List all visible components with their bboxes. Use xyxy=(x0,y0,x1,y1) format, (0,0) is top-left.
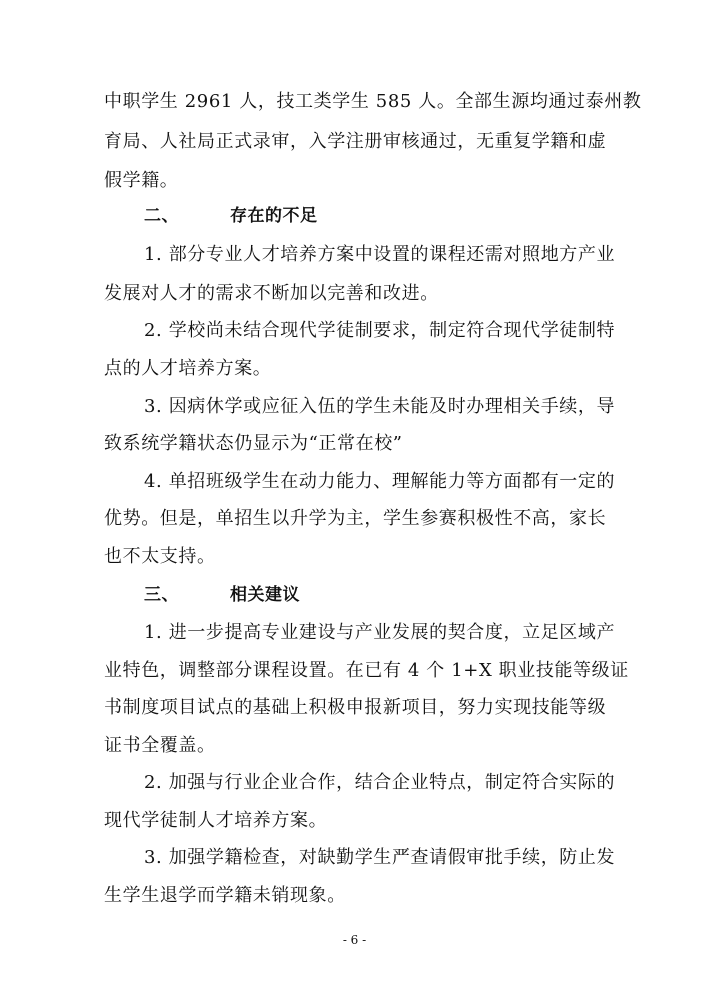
paragraph-line: 书制度项目试点的基础上积极申报新项目，努力实现技能等级 xyxy=(104,697,607,718)
paragraph-line: 致系统学籍状态仍显示为“正常在校” xyxy=(104,433,403,454)
section-number: 三、 xyxy=(144,585,179,605)
paragraph-line: 现代学徒制人才培养方案。 xyxy=(104,810,328,831)
section-heading-suggestions xyxy=(144,584,300,606)
paragraph-line: 育局、人社局正式录审，入学注册审核通过，无重复学籍和虚 xyxy=(104,131,607,152)
paragraph-line: 中职学生 2961 人，技工类学生 585 人。全部生源均通过泰州教 xyxy=(104,91,642,112)
paragraph-line: 业特色，调整部分课程设置。在已有 4 个 1+X 职业技能等级证 xyxy=(104,660,629,681)
section-number: 二、 xyxy=(144,206,179,226)
paragraph-line: 也不太支持。 xyxy=(104,546,216,567)
section-heading-deficiencies xyxy=(144,205,318,227)
paragraph-line: 点的人才培养方案。 xyxy=(104,358,272,379)
paragraph-line: 3. 加强学籍检查，对缺勤学生严查请假审批手续，防止发 xyxy=(144,847,616,868)
section-title: 相关建议 xyxy=(230,585,300,605)
page-number: - 6 - xyxy=(342,933,367,947)
paragraph-line: 3. 因病休学或应征入伍的学生未能及时办理相关手续，导 xyxy=(144,396,616,417)
section-title: 存在的不足 xyxy=(230,206,318,226)
paragraph-line: 发展对人才的需求不断加以完善和改进。 xyxy=(104,283,439,304)
paragraph-line: 2. 加强与行业企业合作，结合企业特点，制定符合实际的 xyxy=(144,772,616,793)
paragraph-line: 1. 部分专业人才培养方案中设置的课程还需对照地方产业 xyxy=(144,244,616,265)
paragraph-line: 优势。但是，单招生以升学为主，学生参赛积极性不高，家长 xyxy=(104,508,607,529)
paragraph-line: 证书全覆盖。 xyxy=(104,735,216,756)
paragraph-line: 4. 单招班级学生在动力能力、理解能力等方面都有一定的 xyxy=(144,471,616,492)
paragraph-line: 2. 学校尚未结合现代学徒制要求，制定符合现代学徒制特 xyxy=(144,320,616,341)
paragraph-line: 假学籍。 xyxy=(104,170,179,191)
paragraph-line: 生学生退学而学籍未销现象。 xyxy=(104,885,346,906)
paragraph-line: 1. 进一步提高专业建设与产业发展的契合度，立足区域产 xyxy=(144,622,616,643)
